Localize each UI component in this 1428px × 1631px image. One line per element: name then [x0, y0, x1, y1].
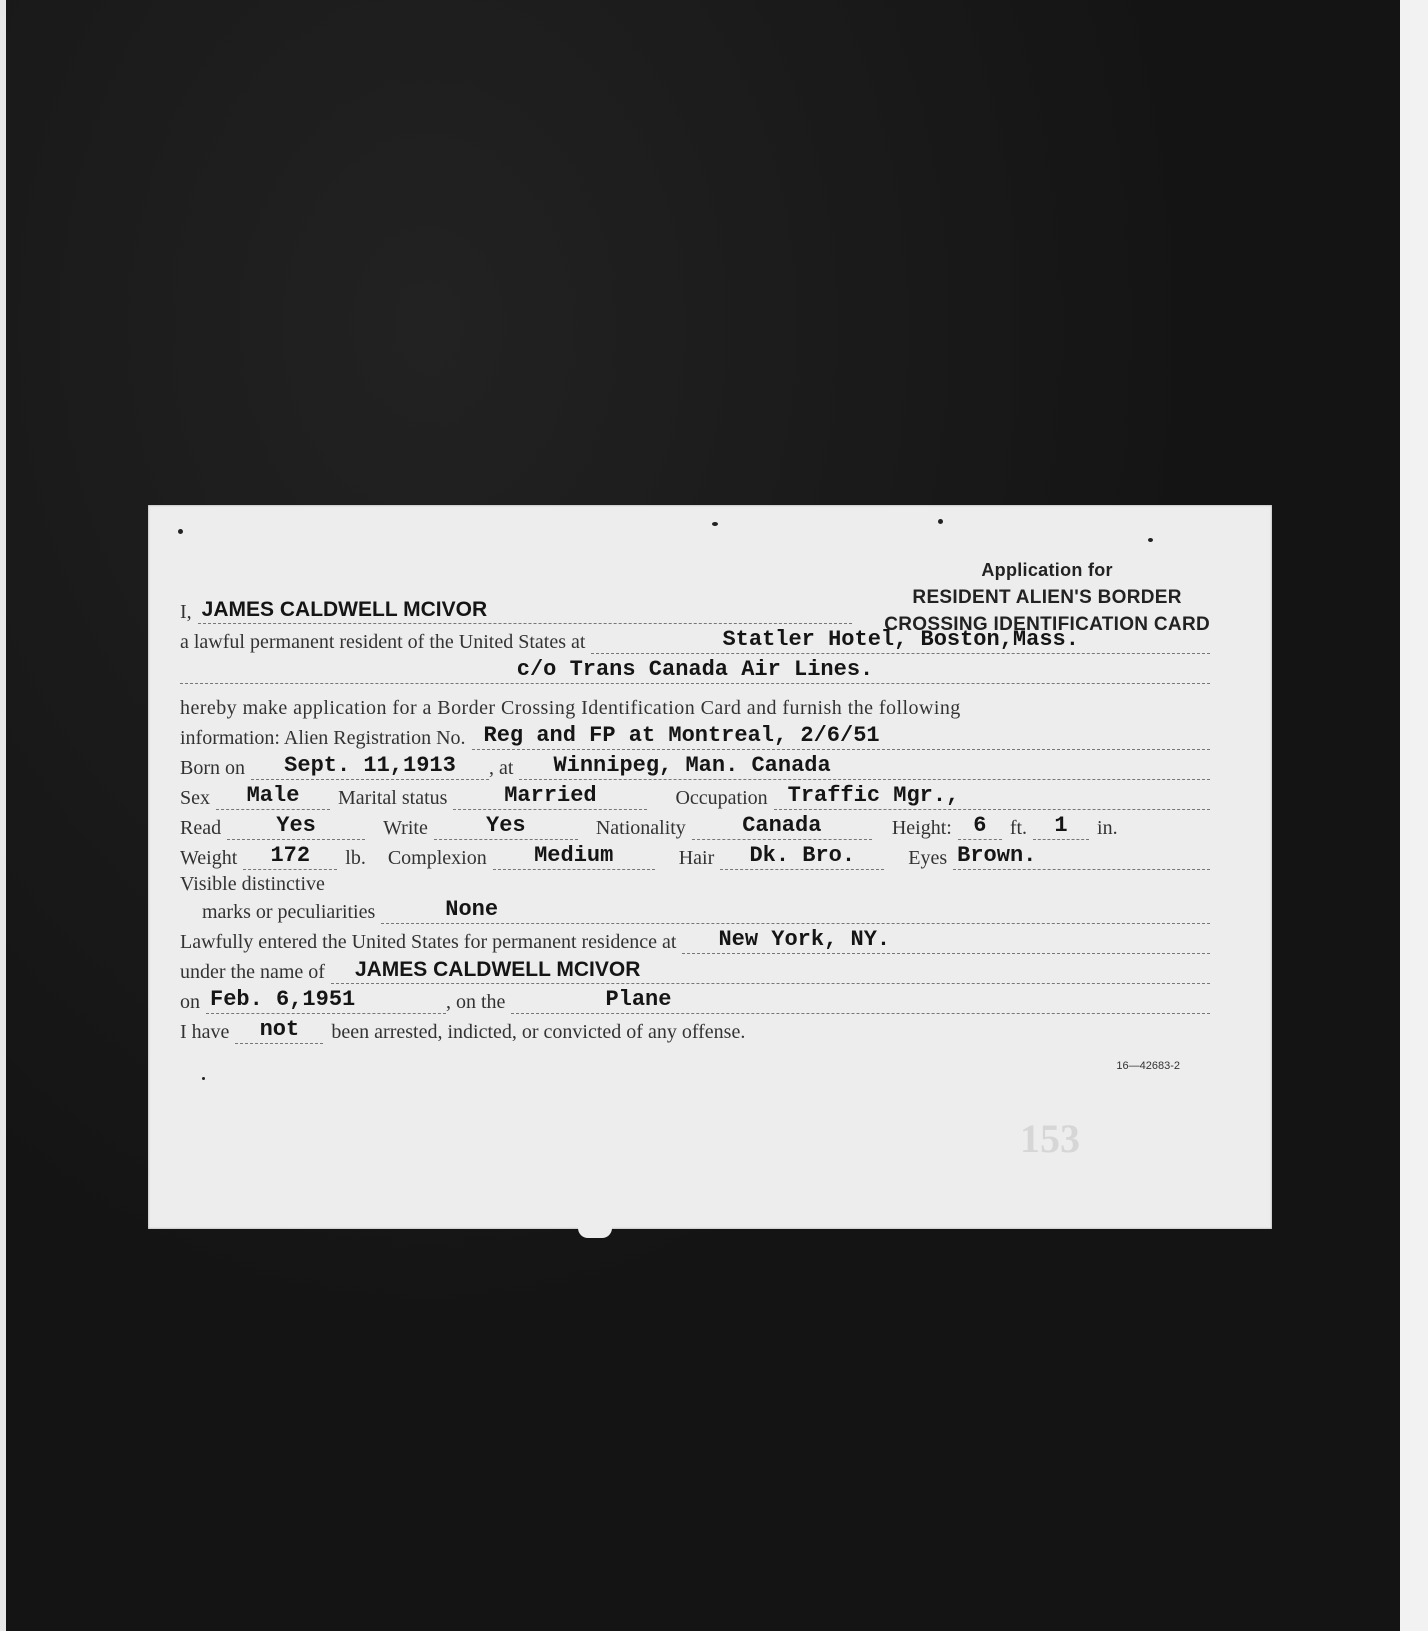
occupation-value[interactable]: Traffic Mgr., — [774, 785, 1210, 810]
marks-label: marks or peculiarities — [202, 901, 376, 923]
hair-value[interactable]: Dk. Bro. — [720, 845, 884, 870]
at-label: , at — [489, 757, 514, 779]
visible-row — [180, 873, 1210, 896]
occupation-label: Occupation — [675, 787, 768, 809]
scan-left-edge — [0, 0, 6, 1631]
height-feet[interactable]: 6 — [958, 815, 1002, 840]
on-label: on — [180, 991, 200, 1013]
height-inches[interactable]: 1 — [1033, 815, 1089, 840]
address-row — [180, 659, 1210, 684]
entry-date-row — [180, 989, 1210, 1014]
nationality-label: Nationality — [595, 817, 686, 839]
born-row — [180, 755, 1210, 780]
arrested-text: been arrested, indicted, or convicted of any offense. — [331, 1021, 746, 1043]
stamp-number: 153 — [1020, 1116, 1080, 1161]
eyes-label: Eyes — [908, 847, 948, 869]
visible-label: Visible distinctive — [180, 873, 325, 895]
sex-label: Sex — [180, 787, 210, 809]
read-row — [180, 815, 1210, 840]
ft-label: ft. — [1009, 817, 1028, 839]
application-card — [148, 505, 1272, 1229]
card-tab — [578, 1226, 612, 1238]
write-value[interactable]: Yes — [434, 815, 578, 840]
speck — [202, 1077, 205, 1080]
entry-date[interactable]: Feb. 6,1951 — [206, 989, 446, 1014]
i-label: I, — [180, 601, 192, 623]
header-line-2: RESIDENT ALIEN'S BORDER — [912, 587, 1182, 608]
header-line-3: CROSSING IDENTIFICATION CARD — [884, 614, 1210, 635]
speck — [1148, 538, 1153, 542]
info-label: information: Alien Registration No. — [180, 727, 466, 749]
under-name-row — [180, 959, 1210, 984]
form-header — [884, 557, 1210, 638]
hereby-text: hereby make application for a Border Crossing Identification Card and furnish the following — [180, 697, 961, 719]
marital-value[interactable]: Married — [453, 785, 647, 810]
arrested-value[interactable]: not — [235, 1019, 323, 1044]
marital-label: Marital status — [338, 787, 448, 809]
entered-label: Lawfully entered the United States for permanent residence at — [180, 931, 677, 953]
name-row — [180, 599, 852, 624]
lb-label: lb. — [345, 847, 366, 869]
nationality-value[interactable]: Canada — [692, 815, 872, 840]
resident-row — [180, 629, 1210, 654]
entered-row — [180, 929, 1210, 954]
read-label: Read — [180, 817, 222, 839]
entry-place[interactable]: New York, NY. — [682, 929, 1210, 954]
applicant-name[interactable]: JAMES CALDWELL MCIVOR — [198, 599, 852, 624]
marks-row — [202, 899, 1210, 924]
arrested-row — [180, 1019, 1210, 1044]
on-the-label: , on the — [446, 991, 506, 1013]
birth-date[interactable]: Sept. 11,1913 — [251, 755, 489, 780]
complexion-value[interactable]: Medium — [493, 845, 655, 870]
hair-label: Hair — [678, 847, 715, 869]
vessel-value[interactable]: Plane — [511, 989, 1210, 1014]
sex-row — [180, 785, 1210, 810]
hereby-row — [180, 697, 1210, 720]
marks-value[interactable]: None — [381, 899, 1210, 924]
birth-place[interactable]: Winnipeg, Man. Canada — [519, 755, 1210, 780]
weight-row — [180, 845, 1210, 870]
address-line-1[interactable]: Statler Hotel, Boston,Mass. — [591, 629, 1210, 654]
speck — [178, 529, 183, 534]
under-name-value[interactable]: JAMES CALDWELL MCIVOR — [331, 959, 1210, 984]
alien-registration-no[interactable]: Reg and FP at Montreal, 2/6/51 — [472, 725, 1210, 750]
eyes-value[interactable]: Brown. — [953, 845, 1210, 870]
complexion-label: Complexion — [387, 847, 487, 869]
speck — [938, 519, 943, 524]
under-name-label: under the name of — [180, 961, 325, 983]
scan-right-edge — [1400, 0, 1428, 1631]
weight-value[interactable]: 172 — [243, 845, 337, 870]
sex-value[interactable]: Male — [216, 785, 330, 810]
have-label: I have — [180, 1021, 230, 1043]
read-value[interactable]: Yes — [227, 815, 365, 840]
in-label: in. — [1097, 817, 1118, 839]
address-line-2[interactable]: c/o Trans Canada Air Lines. — [180, 659, 1210, 684]
height-label: Height: — [891, 817, 952, 839]
alien-reg-row — [180, 725, 1210, 750]
speck — [712, 522, 718, 526]
form-number: 16—42683-2 — [1116, 1060, 1180, 1072]
resident-label: a lawful permanent resident of the United States at — [180, 631, 586, 653]
born-label: Born on — [180, 757, 245, 779]
header-line-1: Application for — [981, 560, 1113, 580]
write-label: Write — [383, 817, 428, 839]
weight-label: Weight — [180, 847, 238, 869]
